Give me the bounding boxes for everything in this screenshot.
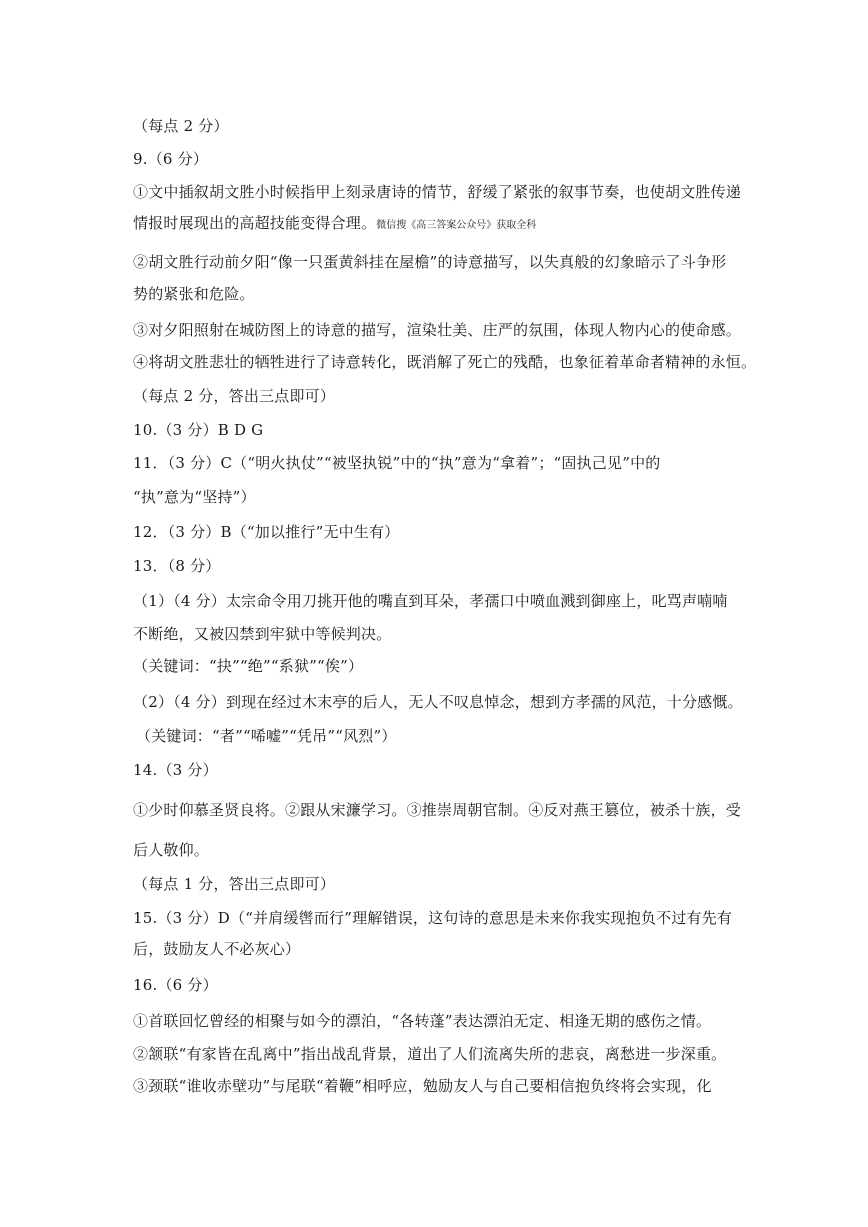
text-line: 16.（6 分）	[133, 976, 218, 994]
text-line: 势的紧张和危险。	[133, 285, 255, 303]
text-line: ③颈联“谁收赤壁功”与尾联“着鞭”相呼应，勉励友人与自己要相信抱负终将会实现，化	[133, 1077, 712, 1095]
text-line: 14.（3 分）	[133, 761, 218, 779]
text-line	[133, 213, 536, 236]
text-line: （关键词：“抉”“绝”“系狱”“俟”）	[133, 657, 364, 675]
text-line: ④将胡文胜悲壮的牺牲进行了诗意转化，既消解了死亡的残酷，也象征着革命者精神的永恒。	[133, 353, 757, 371]
text-line: 15.（3 分）D（“并肩缓辔而行”理解错误，这句诗的意思是未来你我实现抱负不过有先有	[133, 909, 733, 927]
text-line: （1）（4 分）太宗命令用刀挑开他的嘴直到耳朵，孝孺口中喷血溅到御座上，叱骂声喃喃	[133, 592, 728, 610]
text-line: 后，鼓励友人不必灰心）	[133, 940, 301, 958]
text-line: 10.（3 分）B D G	[133, 421, 264, 439]
text-line: 13．（8 分）	[133, 557, 221, 575]
text-line: 不断绝，又被囚禁到牢狱中等候判决。	[133, 625, 392, 643]
text-line: 11．（3 分）C（“明火执仗”“被坚执锐”中的“执”意为“拿着”；“固执己见”中的	[133, 454, 661, 472]
text-line: ③对夕阳照射在城防图上的诗意的描写，渲染壮美、庄严的氛围，体现人物内心的使命感。	[133, 321, 742, 339]
text-line: 12．（3 分）B（“加以推行”无中生有）	[133, 523, 400, 541]
text-line: （关键词：“者”“唏嘘”“凭吊”“风烈”）	[136, 727, 397, 745]
text-line: （每点 2 分）	[133, 117, 229, 135]
text-line: （2）（4 分）到现在经过木末亭的后人，无人不叹息悼念，想到方孝孺的风范，十分感慨。	[133, 693, 743, 711]
text-line: ①首联回忆曾经的相聚与如今的漂泊，“各转蓬”表达漂泊无定、相逢无期的感伤之情。	[133, 1012, 712, 1030]
text-line: “执”意为“坚持”）	[133, 488, 256, 506]
text-line: 后人敬仰。	[133, 841, 210, 859]
text-line: ②胡文胜行动前夕阳“像一只蛋黄斜挂在屋檐”的诗意描写，以失真般的幻象暗示了斗争形	[133, 253, 727, 271]
text-line: （每点 2 分，答出三点即可）	[133, 387, 336, 405]
text-line: ①少时仰慕圣贤良将。②跟从宋濂学习。③推崇周朝官制。④反对燕王篡位，被杀十族，受	[133, 801, 742, 819]
text-line: ①文中插叙胡文胜小时候指甲上刻录唐诗的情节，舒缓了紧张的叙事节奏，也使胡文胜传递	[133, 183, 742, 201]
text-line-part: 情报时展现出的高超技能变得合理。	[133, 214, 377, 232]
text-line: 9.（6 分）	[133, 150, 209, 168]
text-line: （每点 1 分，答出三点即可）	[133, 875, 336, 893]
watermark-note: 微信搜《高三答案公众号》获取全科	[376, 220, 537, 231]
text-line: ②颔联“有家皆在乱离中”指出战乱背景，道出了人们流离失所的悲哀，离愁进一步深重。	[133, 1045, 727, 1063]
